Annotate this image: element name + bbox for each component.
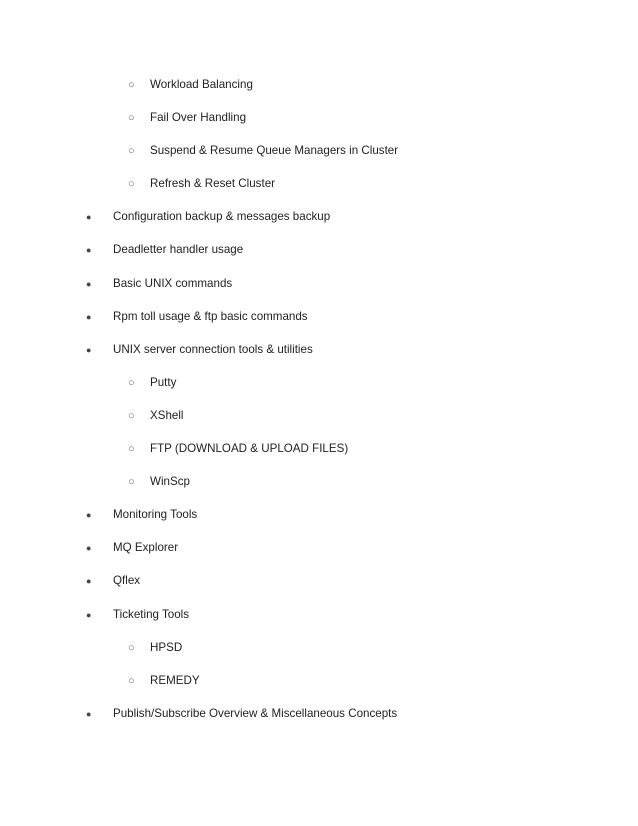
list-item-text: Basic UNIX commands xyxy=(113,276,233,290)
list-item-text: Workload Balancing xyxy=(150,78,253,91)
filled-circle-bullet-icon: ● xyxy=(86,278,92,289)
list-item-text: WinScp xyxy=(150,475,190,489)
list-item xyxy=(0,107,638,140)
list-item xyxy=(0,372,638,405)
filled-circle-bullet-icon: ● xyxy=(86,609,92,620)
list-item xyxy=(0,173,638,206)
list-item xyxy=(0,140,638,173)
list-item xyxy=(0,504,638,537)
list-item-text: Deadletter handler usage xyxy=(113,243,244,257)
hollow-circle-bullet-icon: ○ xyxy=(128,641,135,654)
list-item xyxy=(0,339,638,372)
list-item-text: Fail Over Handling xyxy=(150,111,247,125)
hollow-circle-bullet-icon: ○ xyxy=(128,409,135,422)
list-item-text: Suspend & Resume Queue Managers in Cluster xyxy=(150,144,399,158)
hollow-circle-bullet-icon: ○ xyxy=(128,178,135,191)
filled-circle-bullet-icon: ● xyxy=(86,212,92,223)
filled-circle-bullet-icon: ● xyxy=(86,576,92,587)
list-item xyxy=(0,670,638,703)
filled-circle-bullet-icon: ● xyxy=(86,344,92,355)
list-item-text: Qflex xyxy=(113,574,141,588)
list-item-text: Refresh & Reset Cluster xyxy=(150,177,276,191)
hollow-circle-bullet-icon: ○ xyxy=(128,674,135,687)
filled-circle-bullet-icon: ● xyxy=(86,311,92,322)
hollow-circle-bullet-icon: ○ xyxy=(128,112,135,125)
list-item xyxy=(0,471,638,504)
filled-circle-bullet-icon: ● xyxy=(86,245,92,256)
list-item xyxy=(0,239,638,272)
filled-circle-bullet-icon: ● xyxy=(86,708,92,719)
list-item xyxy=(0,637,638,670)
list-item xyxy=(0,306,638,339)
list-item xyxy=(0,273,638,306)
list-item-text: Configuration backup & messages backup xyxy=(113,210,331,224)
filled-circle-bullet-icon: ● xyxy=(86,543,92,554)
hollow-circle-bullet-icon: ○ xyxy=(128,376,135,389)
list-item-text: FTP (DOWNLOAD & UPLOAD FILES) xyxy=(150,442,349,456)
list-item xyxy=(0,570,638,603)
list-item xyxy=(0,206,638,239)
hollow-circle-bullet-icon: ○ xyxy=(128,79,135,91)
list-item-text: REMEDY xyxy=(150,673,200,687)
list-item xyxy=(0,438,638,471)
list-item xyxy=(0,537,638,570)
list-item-text: HPSD xyxy=(150,640,183,654)
list-item-text: Rpm toll usage & ftp basic commands xyxy=(113,309,308,323)
hollow-circle-bullet-icon: ○ xyxy=(128,476,135,489)
list-item xyxy=(0,604,638,637)
list-item-text: XShell xyxy=(150,408,184,422)
list-item-text: Putty xyxy=(150,375,177,389)
bullet-list xyxy=(0,74,638,736)
list-item-text: MQ Explorer xyxy=(113,541,179,555)
list-item-text: UNIX server connection tools & utilities xyxy=(113,342,313,356)
list-item xyxy=(0,405,638,438)
list-item xyxy=(0,74,638,107)
list-item-text: Publish/Subscribe Overview & Miscellaneous Concepts xyxy=(113,706,398,720)
list-item-text: Ticketing Tools xyxy=(113,607,190,621)
hollow-circle-bullet-icon: ○ xyxy=(128,145,135,158)
list-item xyxy=(0,703,638,736)
list-item-text: Monitoring Tools xyxy=(113,508,198,522)
hollow-circle-bullet-icon: ○ xyxy=(128,443,135,456)
filled-circle-bullet-icon: ● xyxy=(86,510,92,521)
